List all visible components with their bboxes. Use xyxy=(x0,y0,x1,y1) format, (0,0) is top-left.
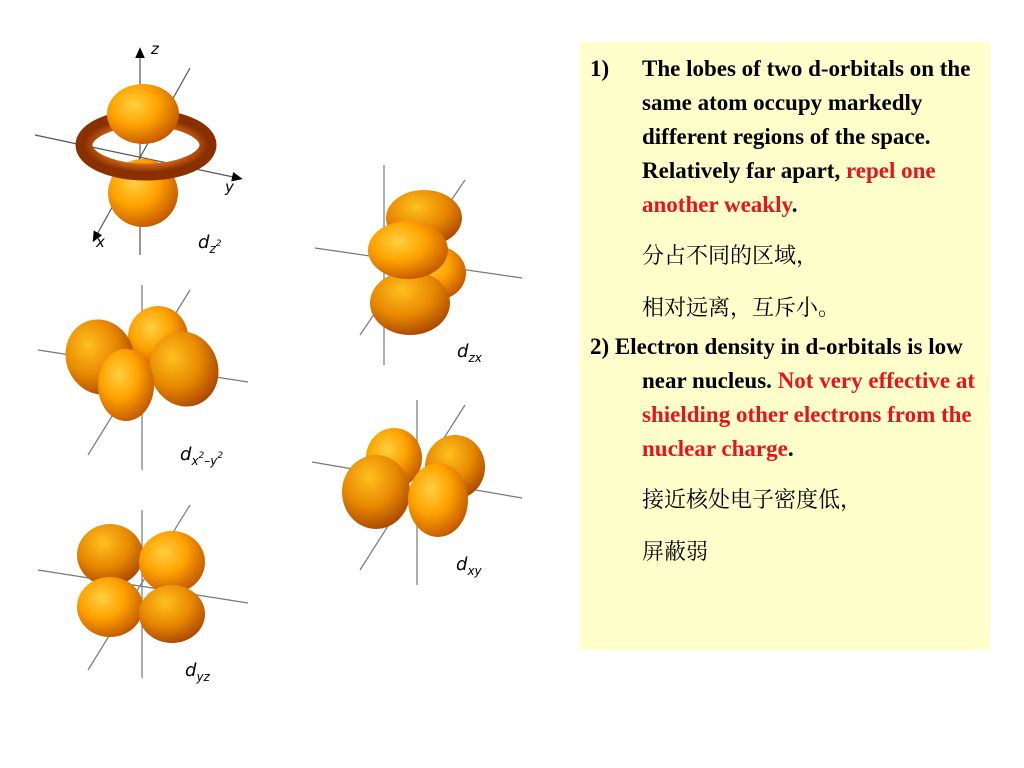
point-2-text: 2) Electron density in d-orbitals is low near nucleus. xyxy=(590,334,963,393)
point-2-end: . xyxy=(787,436,794,461)
orbital-dxy xyxy=(312,400,522,585)
point-1-highlight: repel one another weakly xyxy=(642,158,936,217)
point-1-chinese-1: 分占不同的区域， xyxy=(642,244,819,269)
dzx-lobe-bottom xyxy=(370,271,450,335)
orbital-dz2 xyxy=(35,40,238,256)
point-2-chinese-1: 接近核处电子密度低， xyxy=(642,488,863,513)
point-1-end: . xyxy=(791,192,798,217)
point-1-chinese-2: 相对远离，互斥小。 xyxy=(642,296,841,321)
axis-x-label: x xyxy=(96,233,105,251)
dz2-upper-lobe xyxy=(107,84,179,144)
dxy-label: $d_{xy}$ xyxy=(456,554,482,578)
dz2-label: $d_z^2$ xyxy=(198,232,222,256)
dx2y2-lobe-front xyxy=(98,349,154,421)
dyz-lobe-top-left xyxy=(77,524,143,586)
axis-z-label: z xyxy=(151,40,159,58)
point-2 xyxy=(590,330,980,466)
dzx-label: $d_{zx}$ xyxy=(457,341,482,365)
dyz-lobe-bottom-right xyxy=(139,585,205,643)
orbital-dx2y2 xyxy=(38,285,248,470)
dx2y2-label: $d_x^2_-y^2$ xyxy=(180,444,224,468)
dyz-label: $d_{yz}$ xyxy=(185,660,210,684)
dzx-lobe-front xyxy=(368,221,448,279)
point-1-number: 1) xyxy=(590,56,610,81)
point-2-chinese-2: 屏蔽弱 xyxy=(642,540,709,565)
point-2-highlight: Not very effective at shielding other electrons from the nuclear charge xyxy=(642,368,975,461)
point-1-text: The lobes of two d-orbitals on the same atom occupy markedly different regions of the space. Relatively far apart, xyxy=(642,56,971,183)
orbital-dyz xyxy=(38,505,248,684)
axis-y-label: y xyxy=(225,178,234,196)
dxy-lobe-left xyxy=(342,455,410,529)
dxy-lobe-front xyxy=(408,463,468,537)
dyz-lobe-bottom-left xyxy=(77,577,143,637)
dyz-lobe-top-right xyxy=(139,531,205,593)
point-1 xyxy=(590,52,980,222)
explanation-box xyxy=(580,42,990,650)
orbital-dzx xyxy=(315,165,522,365)
